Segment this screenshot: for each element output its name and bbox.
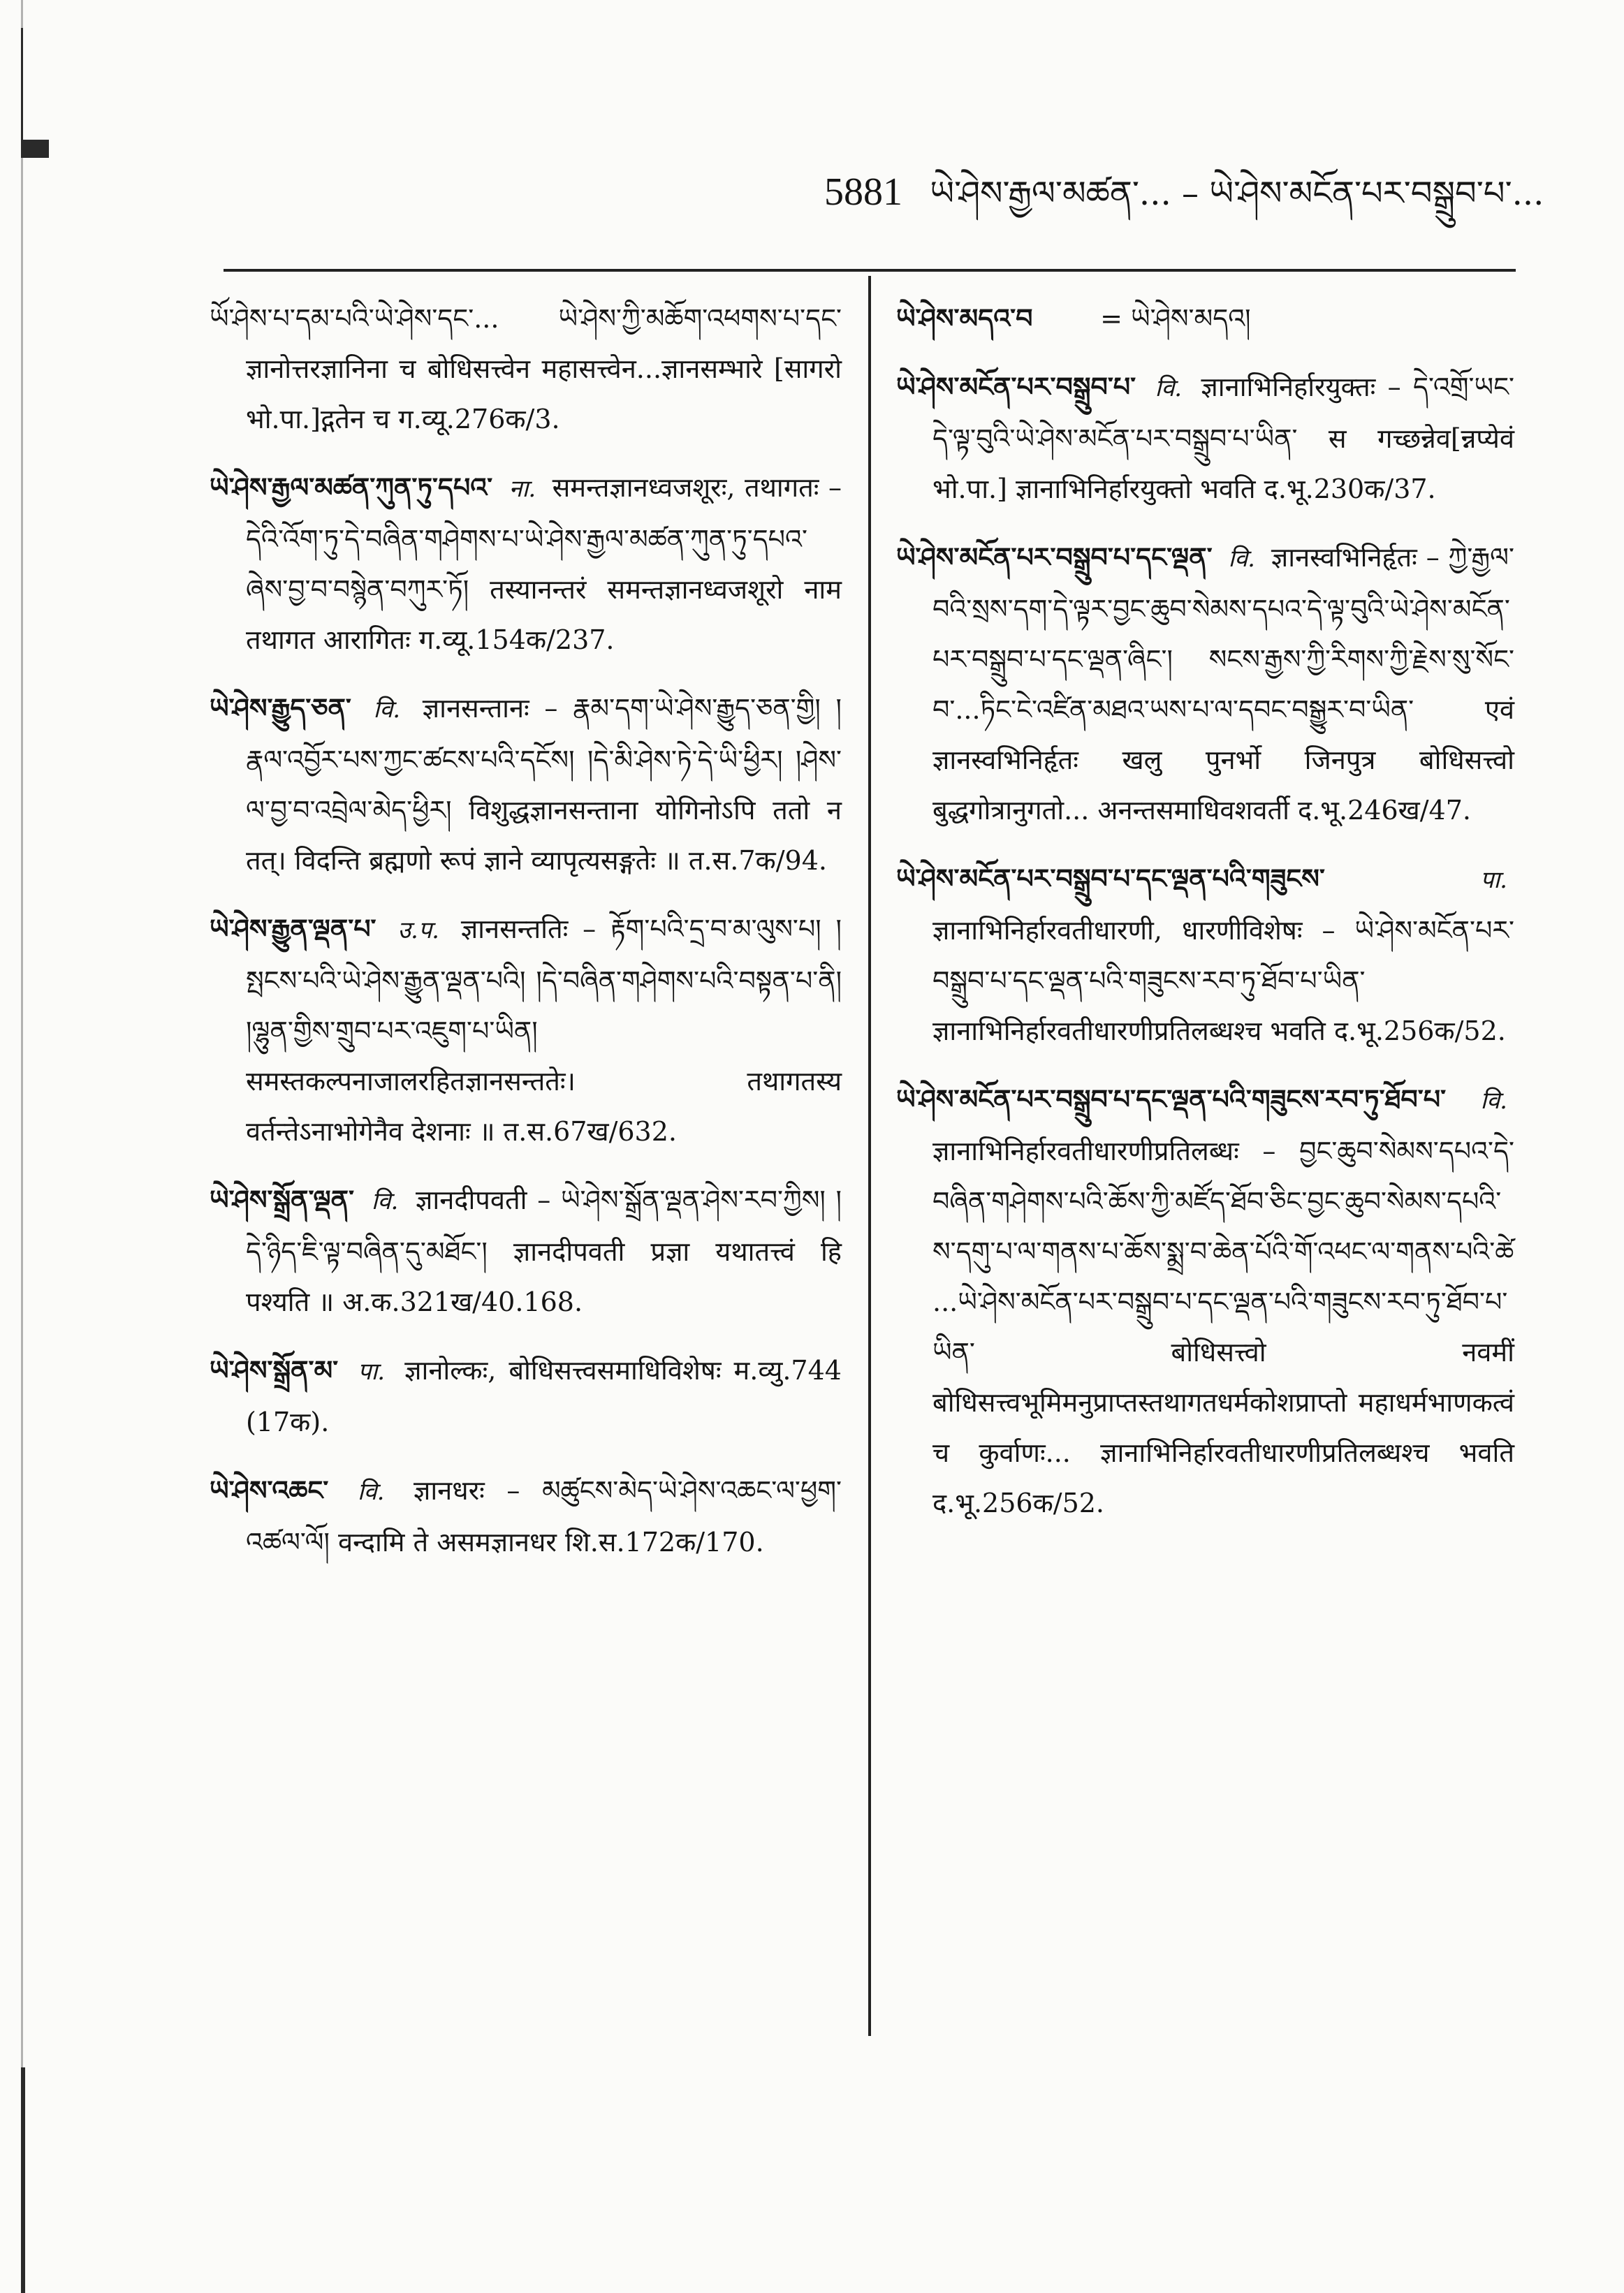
dictionary-entry bbox=[896, 1074, 1514, 1528]
dictionary-entry bbox=[896, 293, 1514, 344]
entry-grammar: पा. bbox=[358, 1358, 386, 1386]
dictionary-entry bbox=[896, 362, 1514, 514]
entry-headword: ཡེ་ཤེས་མངོན་པར་བསྒྲུབ་པ་དང་ལྡན་ bbox=[896, 541, 1213, 573]
page-header bbox=[824, 161, 1544, 224]
entry-body: ज्ञानोल्कः, बोधिसत्त्वसमाधिविशेषः म.व्यु.744 (17क). bbox=[246, 1355, 842, 1437]
dictionary-entry bbox=[210, 1465, 842, 1567]
entry-grammar: वि. bbox=[1155, 374, 1183, 402]
entry-body: ज्ञानस्वभिनिर्हृतः – ཀྱེ་རྒྱལ་བའི་སྲས་དག་དེ་ལྟར་བྱང་ཆུབ་སེམས་དཔའ་དེ་ལྟ་བུའི་ཡེ་ཤེས་མངོན་པར་བསྒྲུབ་པ་དང་ལྡན་ཞིང་། སངས་རྒྱས་ཀྱི་རིགས་ཀྱི་རྗེས་སུ་སོང་བ་...ཏིང་ངེ་འཛིན་མཐའ་ཡས་པ་ལ་དབང་བསྒྱུར་བ་ཡིན་ एवं ज्ञानस्वभिनिर्हृतः खलु पुनर्भो जिनपुत्र बोधिसत्त्वो बुद्धगोत्रानुगतो... अनन्तसमाधिवशवर्ती द.भू.246ख/47. bbox=[932, 542, 1514, 826]
dictionary-entry bbox=[210, 1175, 842, 1327]
entry-headword: ཡེ་ཤེས་མངོན་པར་བསྒྲུབ་པ་ bbox=[896, 371, 1136, 402]
entry-headword: ཡེ་ཤེས་སྒྲོན་ལྡན་ bbox=[210, 1184, 354, 1215]
right-column bbox=[896, 293, 1514, 1546]
entry-headword: ཡེ་ཤེས་རྒྱལ་མཚན་ཀུན་ཏུ་དཔའ་ bbox=[210, 471, 493, 503]
entry-body: ज्ञानाभिनिर्हारवतीधारणी, धारणीविशेषः – ཡེ་ཤེས་མངོན་པར་བསྒྲུབ་པ་དང་ལྡན་པའི་གཟུངས་རབ་ཏུ་ཐོབ་པ་ཡིན་ ज्ञानाभिनिर्हारवतीधारणीप्रतिलब्धश्च भवति द.भू.256क/52. bbox=[932, 915, 1514, 1046]
entry-body: ज्ञानाभिनिर्हारयुक्तः – དེ་འགྲོ་ཡང་དེ་ལྟ་བུའི་ཡེ་ཤེས་མངོན་པར་བསྒྲུབ་པ་ཡིན་ स गच्छन्नेव[न्नप्येवं भो.पा.] ज्ञानाभिनिर्हारयुक्तो भवति द.भू.230क/37. bbox=[932, 372, 1514, 504]
entry-grammar: उ.प. bbox=[397, 916, 439, 944]
entry-headword: ཡེ་ཤེས་མདའ་བ bbox=[896, 302, 1033, 334]
dictionary-entry bbox=[210, 293, 842, 444]
entry-headword: ཡེ་ཤེས་རྒྱུད་ཅན་ bbox=[210, 692, 351, 724]
dictionary-entry bbox=[896, 854, 1514, 1056]
entry-body: ཡོ་ཤེས་པ་དམ་པའི་ཡེ་ཤེས་དང་... ཡེ་ཤེས་ཀྱི་མཆོག་འཕགས་པ་དང་ ज्ञानोत्तरज्ञानिना च बोधिसत्त्वेन महासत्त्वेन...ज्ञानसम्भारे [सागरो भो.पा.]द्गतेन च ग.व्यू.276क/3. bbox=[210, 303, 842, 434]
dictionary-entry bbox=[210, 1345, 842, 1447]
entry-headword: ཡེ་ཤེས་མངོན་པར་བསྒྲུབ་པ་དང་ལྡན་པའི་གཟུངས་རབ་ཏུ་ཐོབ་པ་ bbox=[896, 1083, 1447, 1115]
entry-headword: ཡེ་ཤེས་མངོན་པར་བསྒྲུབ་པ་དང་ལྡན་པའི་གཟུངས་ bbox=[896, 863, 1325, 894]
entry-grammar: वि. bbox=[357, 1478, 385, 1506]
entry-body: ज्ञानदीपवती – ཡེ་ཤེས་སྒྲོན་ལྡན་ཤེས་རབ་ཀྱིས། །དེ་ཉིད་ཇི་ལྟ་བཞིན་དུ་མཐོང་། ज्ञानदीपवती प्रज्ञा यथातत्त्वं हि पश्यति ॥ अ.क.321ख/40.168. bbox=[246, 1185, 842, 1317]
dictionary-entry bbox=[896, 532, 1514, 835]
entry-grammar: वि. bbox=[373, 696, 401, 724]
entry-headword: ཡེ་ཤེས་རྒྱུན་ལྡན་པ་ bbox=[210, 913, 376, 944]
entry-headword: ཡེ་ཤེས་འཆང་ bbox=[210, 1474, 329, 1506]
entry-body: ज्ञानधरः – མཚུངས་མེད་ཡེ་ཤེས་འཆང་ལ་ཕྱག་འཚལ་ལོ། वन्दामि ते असमज्ञानधर शि.स.172क/170. bbox=[246, 1475, 842, 1558]
entry-body: समन्तज्ञानध्वजशूरः, तथागतः – དེའི་འོག་ཏུ་དེ་བཞིན་གཤེགས་པ་ཡེ་ཤེས་རྒྱལ་མཚན་ཀུན་ཏུ་དཔའ་ཞེས་བྱ་བ་བསྙེན་བཀུར་ཏོ། तस्यानन्तरं समन्तज्ञानध्वजशूरो नाम तथागत आरागितः ग.व्यू.154क/237. bbox=[246, 472, 842, 655]
page-binding-edge bbox=[21, 0, 24, 2293]
entry-body: ज्ञानसन्तानः – རྣམ་དག་ཡེ་ཤེས་རྒྱུད་ཅན་གྱི། །རྣལ་འབྱོར་པས་ཀྱང་ཚངས་པའི་དངོས། །དེ་མི་ཤེས་ཏེ་དེ་ཡི་ཕྱིར། །ཤེས་ལ་བྱ་བ་འབྲེལ་མེད་ཕྱིར། विशुद्धज्ञानसन्ताना योगिनोऽपि ततो न तत्। विदन्ति ब्रह्मणो रूपं ज्ञाने व्यापृत्यसङ्गतेः ॥ त.स.7क/94. bbox=[246, 693, 842, 876]
entry-grammar: वि. bbox=[371, 1187, 399, 1215]
dictionary-entry bbox=[210, 462, 842, 665]
entry-headword: ཡེ་ཤེས་སྒྲོན་མ་ bbox=[210, 1354, 339, 1386]
column-divider bbox=[868, 276, 871, 2036]
entry-grammar: वि. bbox=[1228, 545, 1255, 573]
entry-grammar: पा. bbox=[1480, 866, 1507, 894]
dictionary-entry bbox=[210, 904, 842, 1157]
entry-body: ज्ञानाभिनिर्हारवतीधारणीप्रतिलब्धः – བྱང་ཆུབ་སེམས་དཔའ་དེ་བཞིན་གཤེགས་པའི་ཆོས་ཀྱི་མཛོད་ཐོབ་ཅིང་བྱང་ཆུབ་སེམས་དཔའི་ས་དགུ་པ་ལ་གནས་པ་ཆོས་སྨྲ་བ་ཆེན་པོའི་གོ་འཕང་ལ་གནས་པའི་ཚེ ...ཡེ་ཤེས་མངོན་པར་བསྒྲུབ་པ་དང་ལྡན་པའི་གཟུངས་རབ་ཏུ་ཐོབ་པ་ཡིན་ बोधिसत्त्वो नवमीं बोधिसत्त्वभूमिमनुप्राप्तस्तथागतधर्मकोशप्राप्तो महाधर्मभाणकत्वं च कुर्वाणः... ज्ञानाभिनिर्हारवतीधारणीप्रतिलब्धश्च भवति द.भू.256क/52. bbox=[932, 1136, 1514, 1518]
left-column bbox=[210, 293, 842, 1585]
dictionary-entry bbox=[210, 683, 842, 886]
entry-grammar: ना. bbox=[509, 475, 536, 503]
page-number: 5881 bbox=[824, 170, 902, 214]
entry-body: = ཡེ་ཤེས་མདའ། bbox=[1100, 303, 1251, 334]
guide-words: ཡེ་ཤེས་རྒྱལ་མཚན་... – ཡེ་ཤེས་མངོན་པར་བསྒྲུབ་པ་... bbox=[930, 174, 1544, 213]
entry-body: ज्ञानसन्ततिः – རྟོག་པའི་དྲ་བ་མ་ལུས་པ། །སྤངས་པའི་ཡེ་ཤེས་རྒྱུན་ལྡན་པའི། །དེ་བཞིན་གཤེགས་པའི་བསྟན་པ་ནི། །ལྷུན་གྱིས་གྲུབ་པར་འཇུག་པ་ཡིན། समस्तकल्पनाजालरहितज्ञानसन्ततेः। तथागतस्य वर्तन्तेऽनाभोगेनैव देशनाः ॥ त.स.67ख/632. bbox=[246, 914, 842, 1147]
entry-grammar: वि. bbox=[1480, 1087, 1507, 1115]
header-rule bbox=[224, 269, 1516, 272]
